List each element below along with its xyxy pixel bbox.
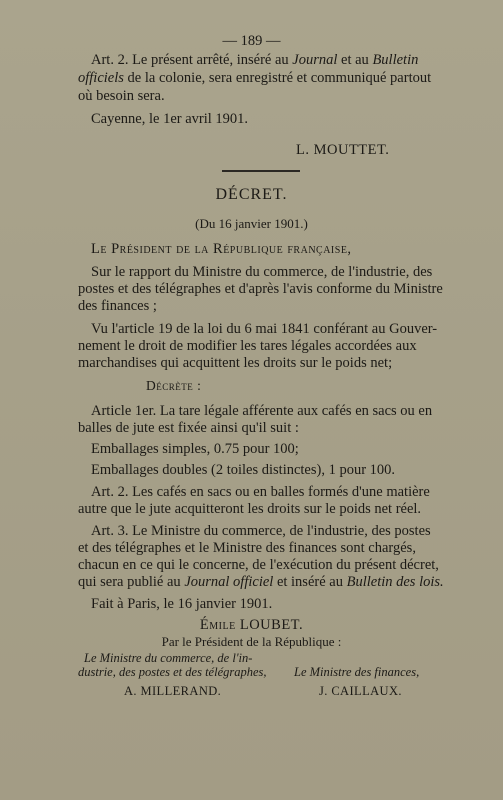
art3-line3: chacun en ce qui le concerne, de l'exécution du présent décret,	[78, 557, 439, 573]
art3-line4	[78, 574, 444, 591]
decret-president: Le Président de la République française,	[91, 241, 352, 257]
section-divider	[222, 170, 300, 172]
text-span: qui sera publié au	[78, 574, 185, 590]
arrete-art2-line1	[91, 52, 418, 69]
art2-line2: autre que le jute acquitteront les droits sur le poids net réel.	[78, 501, 422, 517]
arrete-art2-line3: où besoin sera.	[78, 88, 165, 104]
signataire-president: Émile LOUBET.	[199, 617, 304, 633]
italic-bulletin: Bulletin	[372, 52, 419, 68]
text-span: et inséré au	[273, 574, 347, 590]
left-signature-line1	[84, 651, 252, 666]
text-span: et au	[337, 52, 373, 68]
vu-line3: marchandises qui acquittent les droits sur le poids net;	[78, 355, 393, 371]
italic-journal-officiel: Journal officiel	[184, 574, 274, 590]
italic-bulletin-des-lois: Bulletin des lois.	[346, 574, 444, 590]
right-signature-name: J. CAILLAUX.	[319, 684, 402, 698]
decret-title: DÉCRET.	[215, 186, 288, 203]
decret-date: (Du 16 janvier 1901.)	[195, 216, 308, 231]
par-le-president: Par le Président de la République :	[161, 634, 342, 649]
page-number: — 189 —	[222, 33, 281, 49]
text-span: Art. 2. Le présent arrêté, inséré au	[91, 52, 293, 68]
rapport-line3: des finances ;	[78, 298, 157, 314]
article1-line1: Article 1er. La tare légale afférente aux cafés en sacs ou en	[91, 403, 433, 419]
italic-officiels: officiels	[78, 70, 124, 86]
vu-line1: Vu l'article 19 de la loi du 6 mai 1841 conférant au Gouver-	[91, 321, 438, 337]
emballages-doubles: Emballages doubles (2 toiles distinctes), 1 pour 100.	[91, 462, 396, 478]
vu-line2: nement le droit de modifier les tares légales accordées aux	[78, 338, 417, 354]
art3-line1: Art. 3. Le Ministre du commerce, de l'industrie, des postes	[91, 523, 431, 539]
art2-line1: Art. 2. Les cafés en sacs ou en balles formés d'une matière	[91, 484, 430, 500]
rapport-line2: postes et des télégraphes et d'après l'avis conforme du Ministre	[78, 281, 443, 297]
arrete-place-date: Cayenne, le 1er avril 1901.	[91, 111, 249, 127]
decrete-heading: Décrète :	[146, 378, 202, 393]
text-span: de la colonie, sera enregistré et communiqué partout	[123, 70, 432, 86]
fait-a-paris: Fait à Paris, le 16 janvier 1901.	[91, 596, 273, 612]
left-signature-name: A. MILLERAND.	[124, 684, 222, 698]
emballages-simples: Emballages simples, 0.75 pour 100;	[91, 441, 299, 457]
art3-line2: et des télégraphes et le Ministre des finances sont chargés,	[78, 540, 416, 556]
article1-line2: balles de jute est fixée ainsi qu'il suit :	[78, 420, 299, 436]
rapport-line1: Sur le rapport du Ministre du commerce, de l'industrie, des	[91, 264, 433, 280]
italic-text: Le Ministre du commerce, de l'in-	[84, 651, 253, 665]
arrete-signature: L. MOUTTET.	[296, 142, 390, 158]
italic-text: dustrie, des postes et des télégraphes,	[78, 665, 267, 679]
right-signature	[294, 665, 419, 680]
left-signature-line2	[78, 665, 267, 680]
arrete-art2-line2	[78, 70, 431, 87]
italic-journal: Journal	[292, 52, 338, 68]
italic-text: Le Ministre des finances,	[294, 665, 420, 679]
